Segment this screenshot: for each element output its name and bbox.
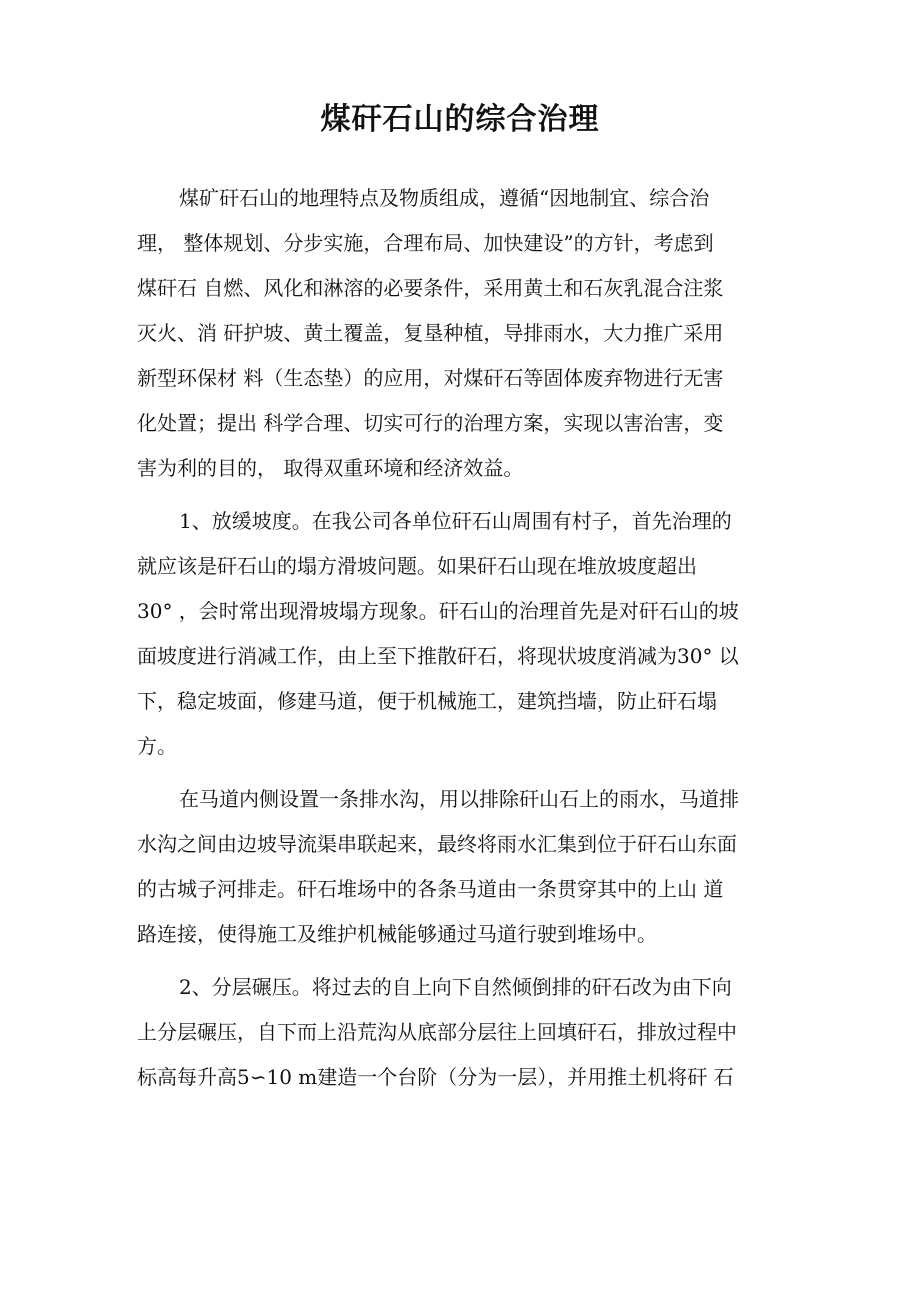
text-line: 就应该是矸石山的塌方滑坡问题。如果矸石山现在堆放坡度超出 (137, 554, 697, 578)
paragraph-slope-reduction (137, 499, 787, 769)
text-line: 煤矿矸石山的地理特点及物质组成，遵循“因地制宜、综合治 (179, 186, 710, 210)
text-line: 1、放缓坡度。在我公司各单位矸石山周围有村子，首先治理的 (179, 509, 732, 533)
text-line: 水沟之间由边坡导流渠串联起来，最终将雨水汇集到位于矸石山东面 (137, 832, 737, 856)
document-title: 煤矸石山的综合治理 (320, 102, 600, 137)
text-line: 标高每升高5∽10 m建造一个台阶（分为一层），并用推土机将矸 石 (137, 1065, 734, 1089)
paragraph-drainage (137, 777, 787, 957)
text-line: 方。 (137, 734, 177, 758)
text-line: 下，稳定坡面，修建马道，便于机械施工，建筑挡墙，防止矸石塌 (137, 689, 717, 713)
text-line: 上分层碾压，自下而上沿荒沟从底部分层往上回填矸石，排放过程中 (137, 1020, 737, 1044)
text-line: 煤矸石 自燃、风化和淋溶的必要条件，采用黄土和石灰乳混合注浆 (137, 276, 724, 300)
text-line: 理， 整体规划、分步实施，合理布局、加快建设”的方针，考虑到 (137, 231, 714, 255)
text-line: 新型环保材 料（生态垫）的应用，对煤矸石等固体废弃物进行无害 (137, 366, 724, 390)
text-line: 化处置；提出 科学合理、切实可行的治理方案，实现以害治害，变 (137, 411, 724, 435)
paragraph-intro (137, 176, 787, 491)
text-line: 面坡度进行消减工作，由上至下推散矸石，将现状坡度消减为30° 以 (137, 644, 739, 668)
text-line: 路连接，使得施工及维护机械能够通过马道行驶到堆场中。 (137, 922, 657, 946)
text-line: 30° ，会时常出现滑坡塌方现象。矸石山的治理首先是对矸石山的坡 (137, 599, 739, 623)
text-line: 的古城子河排走。矸石堆场中的各条马道由一条贯穿其中的上山 道 (137, 877, 724, 901)
text-line: 在马道内侧设置一条排水沟，用以排除矸山石上的雨水，马道排 (179, 787, 739, 811)
paragraph-layered-compaction (137, 965, 787, 1100)
text-line: 2、分层碾压。将过去的自上向下自然倾倒排的矸石改为由下向 (179, 975, 732, 999)
document-body (137, 176, 787, 1108)
text-line: 害为利的目的， 取得双重环境和经济效益。 (137, 456, 524, 480)
text-line: 灭火、消 矸护坡、黄土覆盖，复垦种植，导排雨水，大力推广采用 (137, 321, 724, 345)
